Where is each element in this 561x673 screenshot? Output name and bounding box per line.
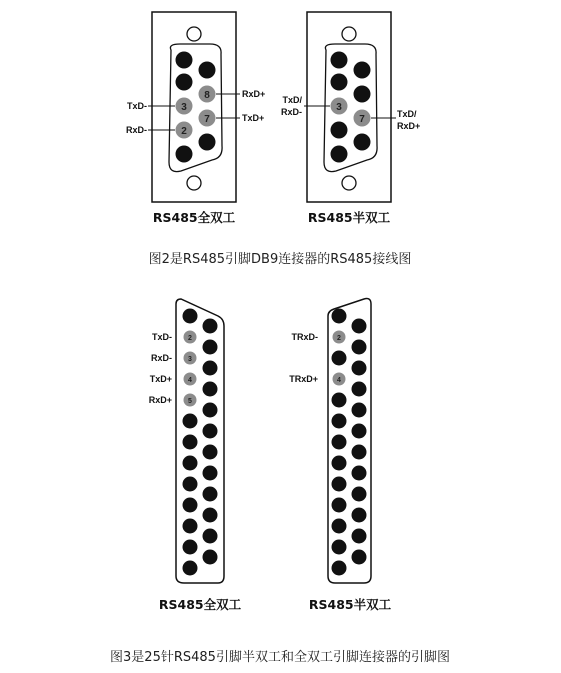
pin-solid [331, 122, 348, 139]
pin-solid [352, 508, 367, 523]
pin-solid [331, 146, 348, 163]
pin-solid [199, 134, 216, 151]
mounting-hole-bottom [342, 176, 356, 190]
pin-solid [352, 382, 367, 397]
pin-solid [183, 561, 198, 576]
db9-full-duplex-title: RS485全双工 [152, 210, 236, 225]
pin-solid [352, 361, 367, 376]
pin-solid [332, 519, 347, 534]
figure3-caption: 图3是25针RS485引脚半双工和全双工引脚连接器的引脚图 [110, 650, 450, 665]
pin-number: 3 [336, 102, 342, 113]
pin-number: 4 [188, 377, 192, 384]
pin-solid [203, 361, 218, 376]
pin-label: RxD+ [242, 89, 266, 99]
pin-label: TxD- [152, 332, 172, 342]
pin-number: 2 [337, 335, 341, 342]
db9-half-duplex [281, 12, 420, 225]
pin-solid [352, 319, 367, 334]
pin-label: RxD- [125, 125, 147, 135]
mounting-hole-top [187, 27, 201, 41]
pin-label: RxD+ [397, 121, 421, 131]
pin-solid [203, 550, 218, 565]
mounting-hole-bottom [187, 176, 201, 190]
pin-solid [332, 393, 347, 408]
pin-solid [203, 529, 218, 544]
pin-solid [176, 52, 193, 69]
pin-number: 3 [188, 356, 192, 363]
pin-number: 7 [204, 114, 210, 125]
pin-number: 4 [337, 377, 341, 384]
db9-half-duplex-title: RS485半双工 [307, 210, 391, 225]
pin-solid [203, 319, 218, 334]
pin-solid [203, 424, 218, 439]
pin-solid [332, 498, 347, 513]
pin-label: RxD- [280, 107, 302, 117]
pin-label: TRxD- [291, 332, 318, 342]
pin-solid [176, 74, 193, 91]
pin-solid [352, 550, 367, 565]
pin-solid [203, 403, 218, 418]
pin-number: 3 [181, 102, 187, 113]
db9-full-duplex [126, 12, 265, 225]
pin-solid [354, 134, 371, 151]
pin-label: RxD+ [148, 395, 172, 405]
pin-solid [199, 62, 216, 79]
pin-solid [203, 382, 218, 397]
db25-half-duplex-title: RS485半双工 [308, 597, 392, 612]
pin-solid [352, 403, 367, 418]
pin-solid [203, 508, 218, 523]
pin-solid [332, 540, 347, 555]
pin-solid [332, 351, 347, 366]
pin-solid [203, 340, 218, 355]
pin-solid [331, 52, 348, 69]
pin-solid [352, 340, 367, 355]
pin-number: 8 [204, 90, 210, 101]
pin-label: TRxD+ [289, 374, 318, 384]
pin-solid [183, 435, 198, 450]
pin-solid [332, 435, 347, 450]
pin-solid [352, 529, 367, 544]
mounting-hole-top [342, 27, 356, 41]
pin-solid [183, 498, 198, 513]
pin-solid [183, 309, 198, 324]
pin-solid [332, 309, 347, 324]
pin-solid [352, 487, 367, 502]
pin-solid [331, 74, 348, 91]
pin-solid [203, 445, 218, 460]
pin-solid [176, 146, 193, 163]
pin-solid [332, 456, 347, 471]
figure2-caption: 图2是RS485引脚DB9连接器的RS485接线图 [148, 252, 412, 267]
db25-full-duplex [149, 299, 242, 612]
db25-half-duplex [289, 299, 391, 612]
pin-solid [332, 414, 347, 429]
pin-label: RxD- [150, 353, 172, 363]
pin-solid [183, 540, 198, 555]
pin-number: 7 [359, 114, 365, 125]
pin-solid [352, 466, 367, 481]
pin-number: 2 [181, 126, 187, 137]
pin-solid [354, 86, 371, 103]
pin-solid [183, 414, 198, 429]
pin-label: TxD+ [149, 374, 172, 384]
pin-number: 5 [188, 398, 192, 405]
pin-solid [352, 445, 367, 460]
pin-solid [183, 456, 198, 471]
pin-solid [183, 519, 198, 534]
pin-solid [203, 466, 218, 481]
pin-solid [203, 487, 218, 502]
pin-solid [352, 424, 367, 439]
pin-solid [332, 477, 347, 492]
pin-solid [183, 477, 198, 492]
pin-label: TxD/ [282, 95, 302, 105]
pin-number: 2 [188, 335, 192, 342]
pin-label: TxD/ [397, 109, 417, 119]
pin-label: TxD- [127, 101, 147, 111]
pin-solid [354, 62, 371, 79]
db25-full-duplex-title: RS485全双工 [158, 597, 242, 612]
pin-label: TxD+ [242, 113, 265, 123]
pin-solid [332, 561, 347, 576]
